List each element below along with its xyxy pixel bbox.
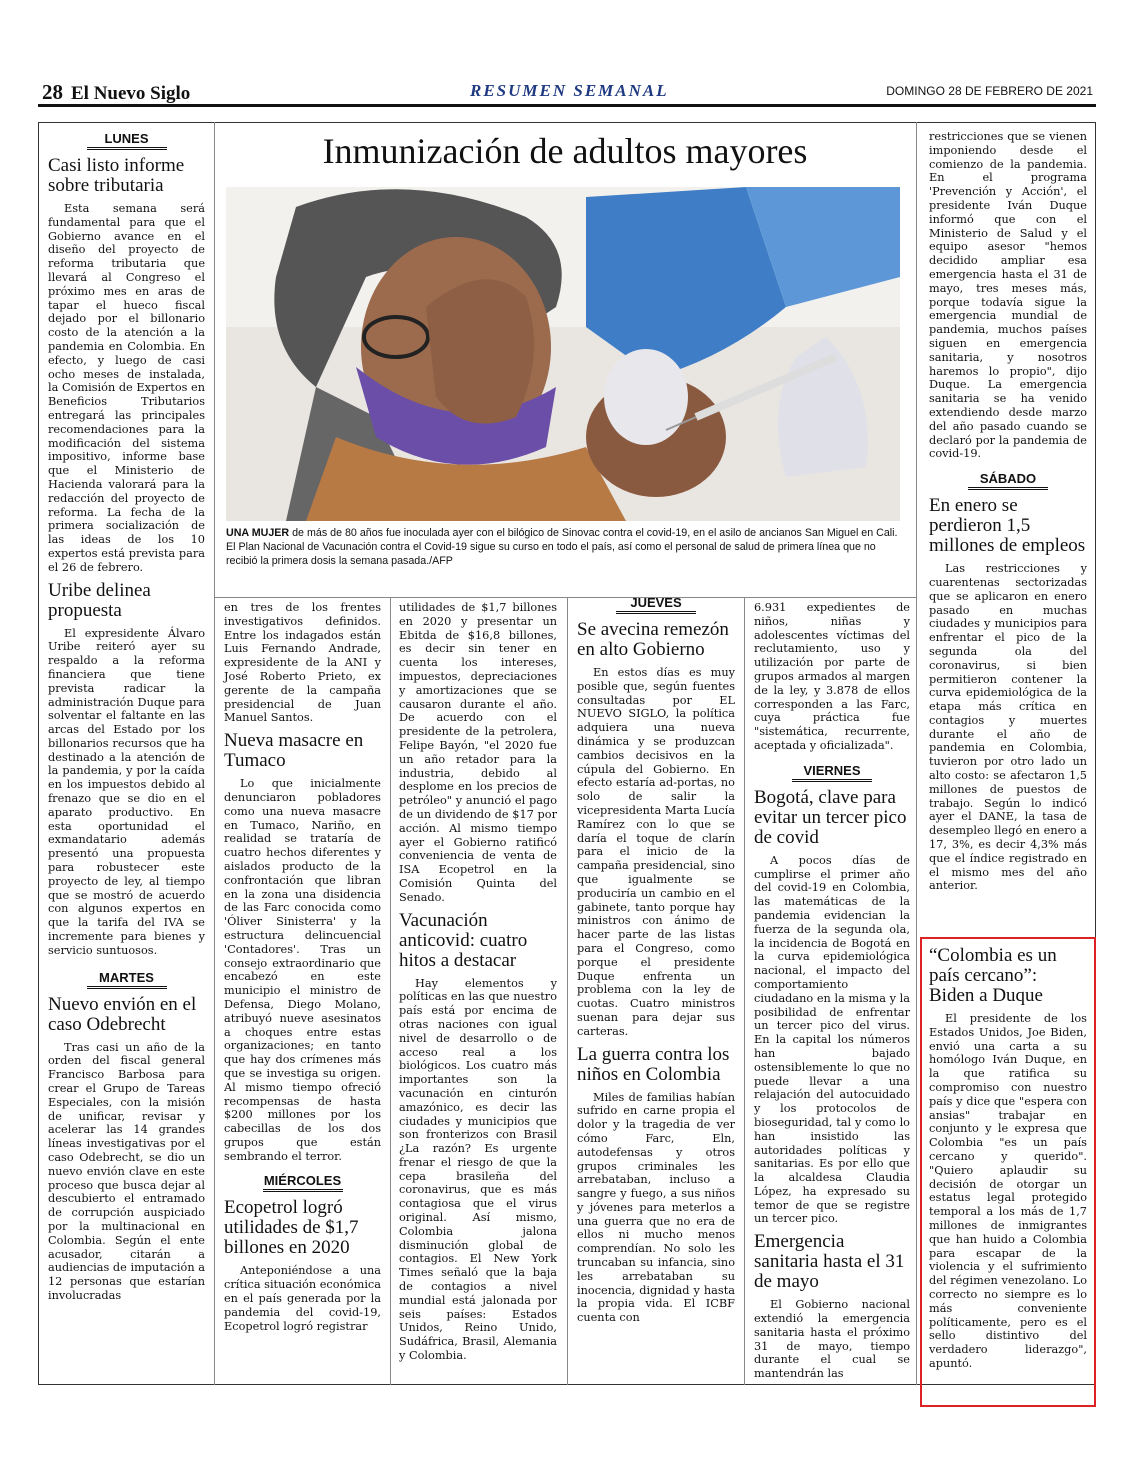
article-odebrecht: Tras casi un año de la orden del fiscal general Francisco Barbosa para crear el Grupo de Tareas Especiales, con la misión de unificar, revisar y acelerar las 14 grandes líneas investigativas por el caso Odebrecht, se dio un nuevo envión clave en este proceso que busca dejar al descubierto el entramado de corrupción auspiciado por la multinacional en Colombia. Según el ente acusador, citarán a audiencias de imputación a 12 personas que estarían involucradas: [48, 1040, 205, 1302]
headline-emergencia: Emergencia sanitaria hasta el 31 de mayo: [754, 1231, 905, 1293]
column-divider: [744, 598, 745, 1385]
headline-tumaco: Nueva masacre en Tumaco: [224, 730, 364, 772]
caption-lead: UNA MUJER: [226, 527, 290, 539]
article-emergencia: El Gobierno nacional extendió la emergencia sanitaria hasta el próximo 31 de mayo, tiempo durante el cual se mantendrán las: [754, 1298, 910, 1381]
feature-photo: [226, 187, 900, 521]
photo-bottom-rule: [214, 597, 916, 598]
article-ecopetrol-cont: utilidades de $1,7 billones en 2020 y presentar un Ebitda de $16,8 billones, es decir sin tener en cuenta los intereses, impuestos, depreciaciones y amortizaciones que se causaron durante el año. De acuerdo con el presidente de la petrolera, Felipe Bayón, "el 2020 fue un año retador para la industria, debido al desplome en los precios de petróleo" y anunció el pago de un dividendo de $17 por acción. Al mismo tiempo ayer el Gobierno ratificó conveniencia de venta de ISA Ecopetrol en la Comisión Quinta del Senado.: [399, 601, 557, 904]
article-biden: El presidente de los Estados Unidos, Joe Biden, envió una carta a su homólogo Iván Duque, en la que ratifica su compromiso con nuestro país y dice que "espera con ansias" trabajar en conjunto y le expresa que Colombia "es un país cercano y querido". "Quiero aplaudir su decisión de otorgar un estatus legal protegido temporal a los más de 1,7 millones de inmigrantes que han huido a Colombia para escapar de la violencia y el sufrimiento del régimen venezolano. Lo correcto no siempre es lo más conveniente políticamente, pero es el sello distintivo del verdadero liderazgo", apuntó.: [929, 1012, 1087, 1370]
masthead-paper-name: [42, 80, 190, 105]
day-label-martes: MARTES: [87, 970, 167, 989]
page-number: 28: [42, 80, 63, 104]
feature-headline: Inmunización de adultos mayores: [322, 131, 808, 171]
caption-text: de más de 80 años fue inoculada ayer con el bilógico de Sinovac contra el covid-19, en el asilo de ancianos San Miguel en Cali. El Plan Nacional de Vacunación contra el Covid-19 sigue su curso en todo el país, así como el personal de salud de primera línea que no recibió la primera dosis la semana pasada./AFP: [226, 527, 898, 567]
headline-guerra-ninos: La guerra contra los niños en Colombia: [577, 1043, 730, 1085]
column-jueves: [577, 595, 735, 1325]
article-tumaco: Lo que inicialmente denunciaron pobladores como una nueva masacre en Tumaco, Nariño, en realidad se trataría de cuatro hechos diferentes y aislados producto de la confrontación que libran en la zona una disidencia de las Farc conocida como 'Óliver Sinisterra' y la estructura delincuencial 'Contadores'. Tras un consejo extraordinario que encabezó en este municipio el ministro de Defensa, Diego Molano, atribuyó nueve asesinatos a choques entre estas organizaciones; en tanto que hay dos crímenes más que se investiga su origen. Al mismo tiempo ofreció recompensas de hasta $200 millones por los cabecillas de los dos grupos que están sembrando el terror.: [224, 777, 381, 1163]
header-rule: [38, 104, 1096, 107]
day-label-miercoles: MIÉRCOLES: [263, 1173, 343, 1192]
column-biden: [929, 946, 1087, 1371]
headline-remezon: Se avecina remezón en alto Gobierno: [577, 619, 729, 660]
article-vacunacion: Hay elementos y políticas en las que nuestro país está por encima de otras naciones con igual nivel de desarrollo o de acceso real a los biológicos. Los cuatro más importantes son la vacunación en cinturón amazónico, es decir las ciudades y municipios que son fronterizos con Brasil ¿La razón? Es urgente frenar el riesgo de que la cepa brasileña del coronavirus, que es más contagiosa que el virus original. Así mismo, Colombia jalona disminución global de contagios. El New York Times señaló que la baja de contagios a nivel mundial está jalonada por seis países: Estados Unidos, Reino Unido, Sudáfrica, Brasil, Alemania y Colombia.: [399, 976, 557, 1363]
column-miercoles-cont: [399, 601, 557, 1363]
article-ecopetrol: Anteponiéndose a una crítica situación económica en el país generada por la pandemia del covid-19, Ecopetrol logró registrar: [224, 1264, 381, 1333]
article-guerra-ninos: Miles de familias habían sufrido en carne propia el dolor y la tragedia de ver cómo Farc, Eln, autodefensas y otros grupos criminales les arrebataban, incluso a sangre y fuego, a sus niños y jóvenes para meterlos a una guerra que no era de ellos ni mucho menos comprendían. No solo les truncaban su infancia, sino les arrebataban su inocencia, dignidad y hasta la propia vida. El ICBF cuenta con: [577, 1090, 735, 1325]
article-empleos: Las restricciones y cuarentenas sectorizadas que se aplicaron en enero pasado en muchas ciudades y municipios para enfrentar el pico de la segunda ola del coronavirus, si bien permitieron contener la curva epidemiológica de la etapa más crítica en contagios y muertes durante el año de pandemia en Colombia, tuvieron por otro lado un alto costo: se afectaron 1,5 millones de puestos de trabajo. Según lo indicó ayer el DANE, la tasa de desempleo llegó en enero a 17, 3%, es decir 4,3% más que el índice registrado en el mismo mes del año anterior.: [929, 562, 1087, 893]
headline-biden: “Colombia es un país cercano”: Biden a Duque: [929, 945, 1057, 1006]
headline-uribe: Uribe delinea propuesta: [48, 579, 151, 621]
column-divider: [567, 598, 568, 1385]
article-bogota: A pocos días de cumplirse el primer año del covid-19 en Colombia, las matemáticas de la pandemia evidencian la fuerza de la segunda ola, la incidencia de Bogotá en la curva epidemiológica nacional, el impacto del comportamiento ciudadano en la misma y la posibilidad de enfrentar un tercer pico del virus. En la capital los números han bajado ostensiblemente lo que no puede llevar a una relajación del autocuidado y los protocolos de bioseguridad, tal y como lo han insistido las autoridades políticas y sanitarias. Es por ello que la alcaldesa Claudia López, ha expresado su temor de que se registre un tercer pico.: [754, 853, 910, 1226]
day-label-viernes: VIERNES: [792, 763, 872, 782]
headline-bogota: Bogotá, clave para evitar un tercer pico de covid: [754, 786, 907, 848]
edition-date: DOMINGO 28 DE FEBRERO DE 2021: [886, 84, 1093, 98]
column-divider: [390, 598, 391, 1385]
paper-name: El Nuevo Siglo: [71, 83, 191, 104]
column-divider: [916, 122, 917, 1385]
column-viernes: [754, 601, 910, 1381]
article-emergencia-cont: restricciones que se vienen imponiendo desde el comienzo de la pandemia. En el programa 'Prevención y Acción', el presidente Iván Duque informó que con el Ministerio de Salud y el equipo asesor "hemos decidido ampliar esa emergencia hasta el 31 de mayo, tres meses más, porque todavía sigue la emergencia mundial de pandemia, muchos países siguen en emergencia sanitaria, y nosotros haremos lo propio", dijo Duque. La emergencia sanitaria se ha venido extendiendo desde marzo del año pasado cuando se declaró por la pandemia de covid-19.: [929, 130, 1087, 461]
headline-vacunacion: Vacunación anticovid: cuatro hitos a destacar: [399, 909, 528, 971]
article-remezon: En estos días es muy posible que, según fuentes consultadas por EL NUEVO SIGLO, la política adquiera una nueva dinámica y se produzcan cambios decisivos en la cúpula del Gobierno. En efecto estaría ad-portas, no solo de salir la vicepresidenta Marta Lucía Ramírez con lo que se daría el toque de clarín para el inicio de la campaña presidencial, sino que igualmente se produciría un cambio en el gabinete, tanto porque hay ministros con ánimo de hacer parte de las listas para el Congreso, como porque el presidente Duque enfrenta un problema con la ley de cuotas. Cuatro ministros suenan para dejar sus carteras.: [577, 666, 735, 1038]
headline-odebrecht: Nuevo envión en el caso Odebrecht: [48, 993, 197, 1035]
article-uribe: El expresidente Álvaro Uribe reiteró ayer su respaldo a la reforma financiera que tiene prevista radicar la administración Duque para solventar el faltante en las arcas del Estado por los billonarios recursos que ha destinado a la atención de la pandemia, y por la caída en los impuestos debido al frenazo que se dio en el aparato productivo. En esta oportunidad el exmandatario además presentó una propuesta para robustecer este proyecto de ley, al tiempo que se mostró de acuerdo con algunos expertos en que la tarifa del IVA se incremente para bienes y servicio suntuosos.: [48, 626, 205, 957]
column-divider: [214, 122, 215, 1385]
day-label-lunes: LUNES: [87, 131, 167, 150]
article-odebrecht-cont: en tres de los frentes investigativos definidos. Entre los indagados están Luis Fernando Andrade, expresidente de la ANI y José Roberto Prieto, ex gerente de la campaña presidencial de Juan Manuel Santos.: [224, 601, 381, 725]
column-martes-miercoles: [224, 601, 381, 1333]
column-sabado: [929, 130, 1087, 893]
article-guerra-ninos-cont: 6.931 expedientes de niños, niñas y adolescentes víctimas del reclutamiento, uso y utilización por parte de grupos armados al margen de la ley, y 3.878 de ellos corresponden a las Farc, cuya práctica fue "sistemática, recurrente, aceptada y oficializada".: [754, 601, 910, 752]
vaccination-photo-illustration: [226, 187, 900, 521]
headline-empleos: En enero se perdieron 1,5 millones de empleos: [929, 495, 1086, 557]
photo-caption: [226, 526, 900, 568]
day-label-sabado: SÁBADO: [968, 471, 1048, 490]
section-title: RESUMEN SEMANAL: [470, 81, 669, 100]
day-label-jueves: JUEVES: [616, 595, 696, 614]
article-tributaria: Esta semana será fundamental para que el Gobierno avance en el diseño del proyecto de reforma tributaria que llevará al Congreso el próximo mes en aras de tapar el hueco fiscal dejado por el billonario costo de la atención a la pandemia en Colombia. En efecto, y luego de casi ocho meses de instalada, la Comisión de Expertos en Beneficios Tributarios entregará las principales recomendaciones para la modificación del sistema impositivo, informe base que el Ministerio de Hacienda valorará para la redacción del proyecto de reforma. La fecha de la primera socialización de las ideas de los 10 expertos está prevista para el 26 de febrero.: [48, 202, 205, 574]
headline-tributaria: Casi listo informe sobre tributaria: [48, 155, 185, 196]
column-lunes-martes: [48, 131, 205, 1303]
headline-ecopetrol: Ecopetrol logró utilidades de $1,7 billones en 2020: [224, 1197, 359, 1259]
